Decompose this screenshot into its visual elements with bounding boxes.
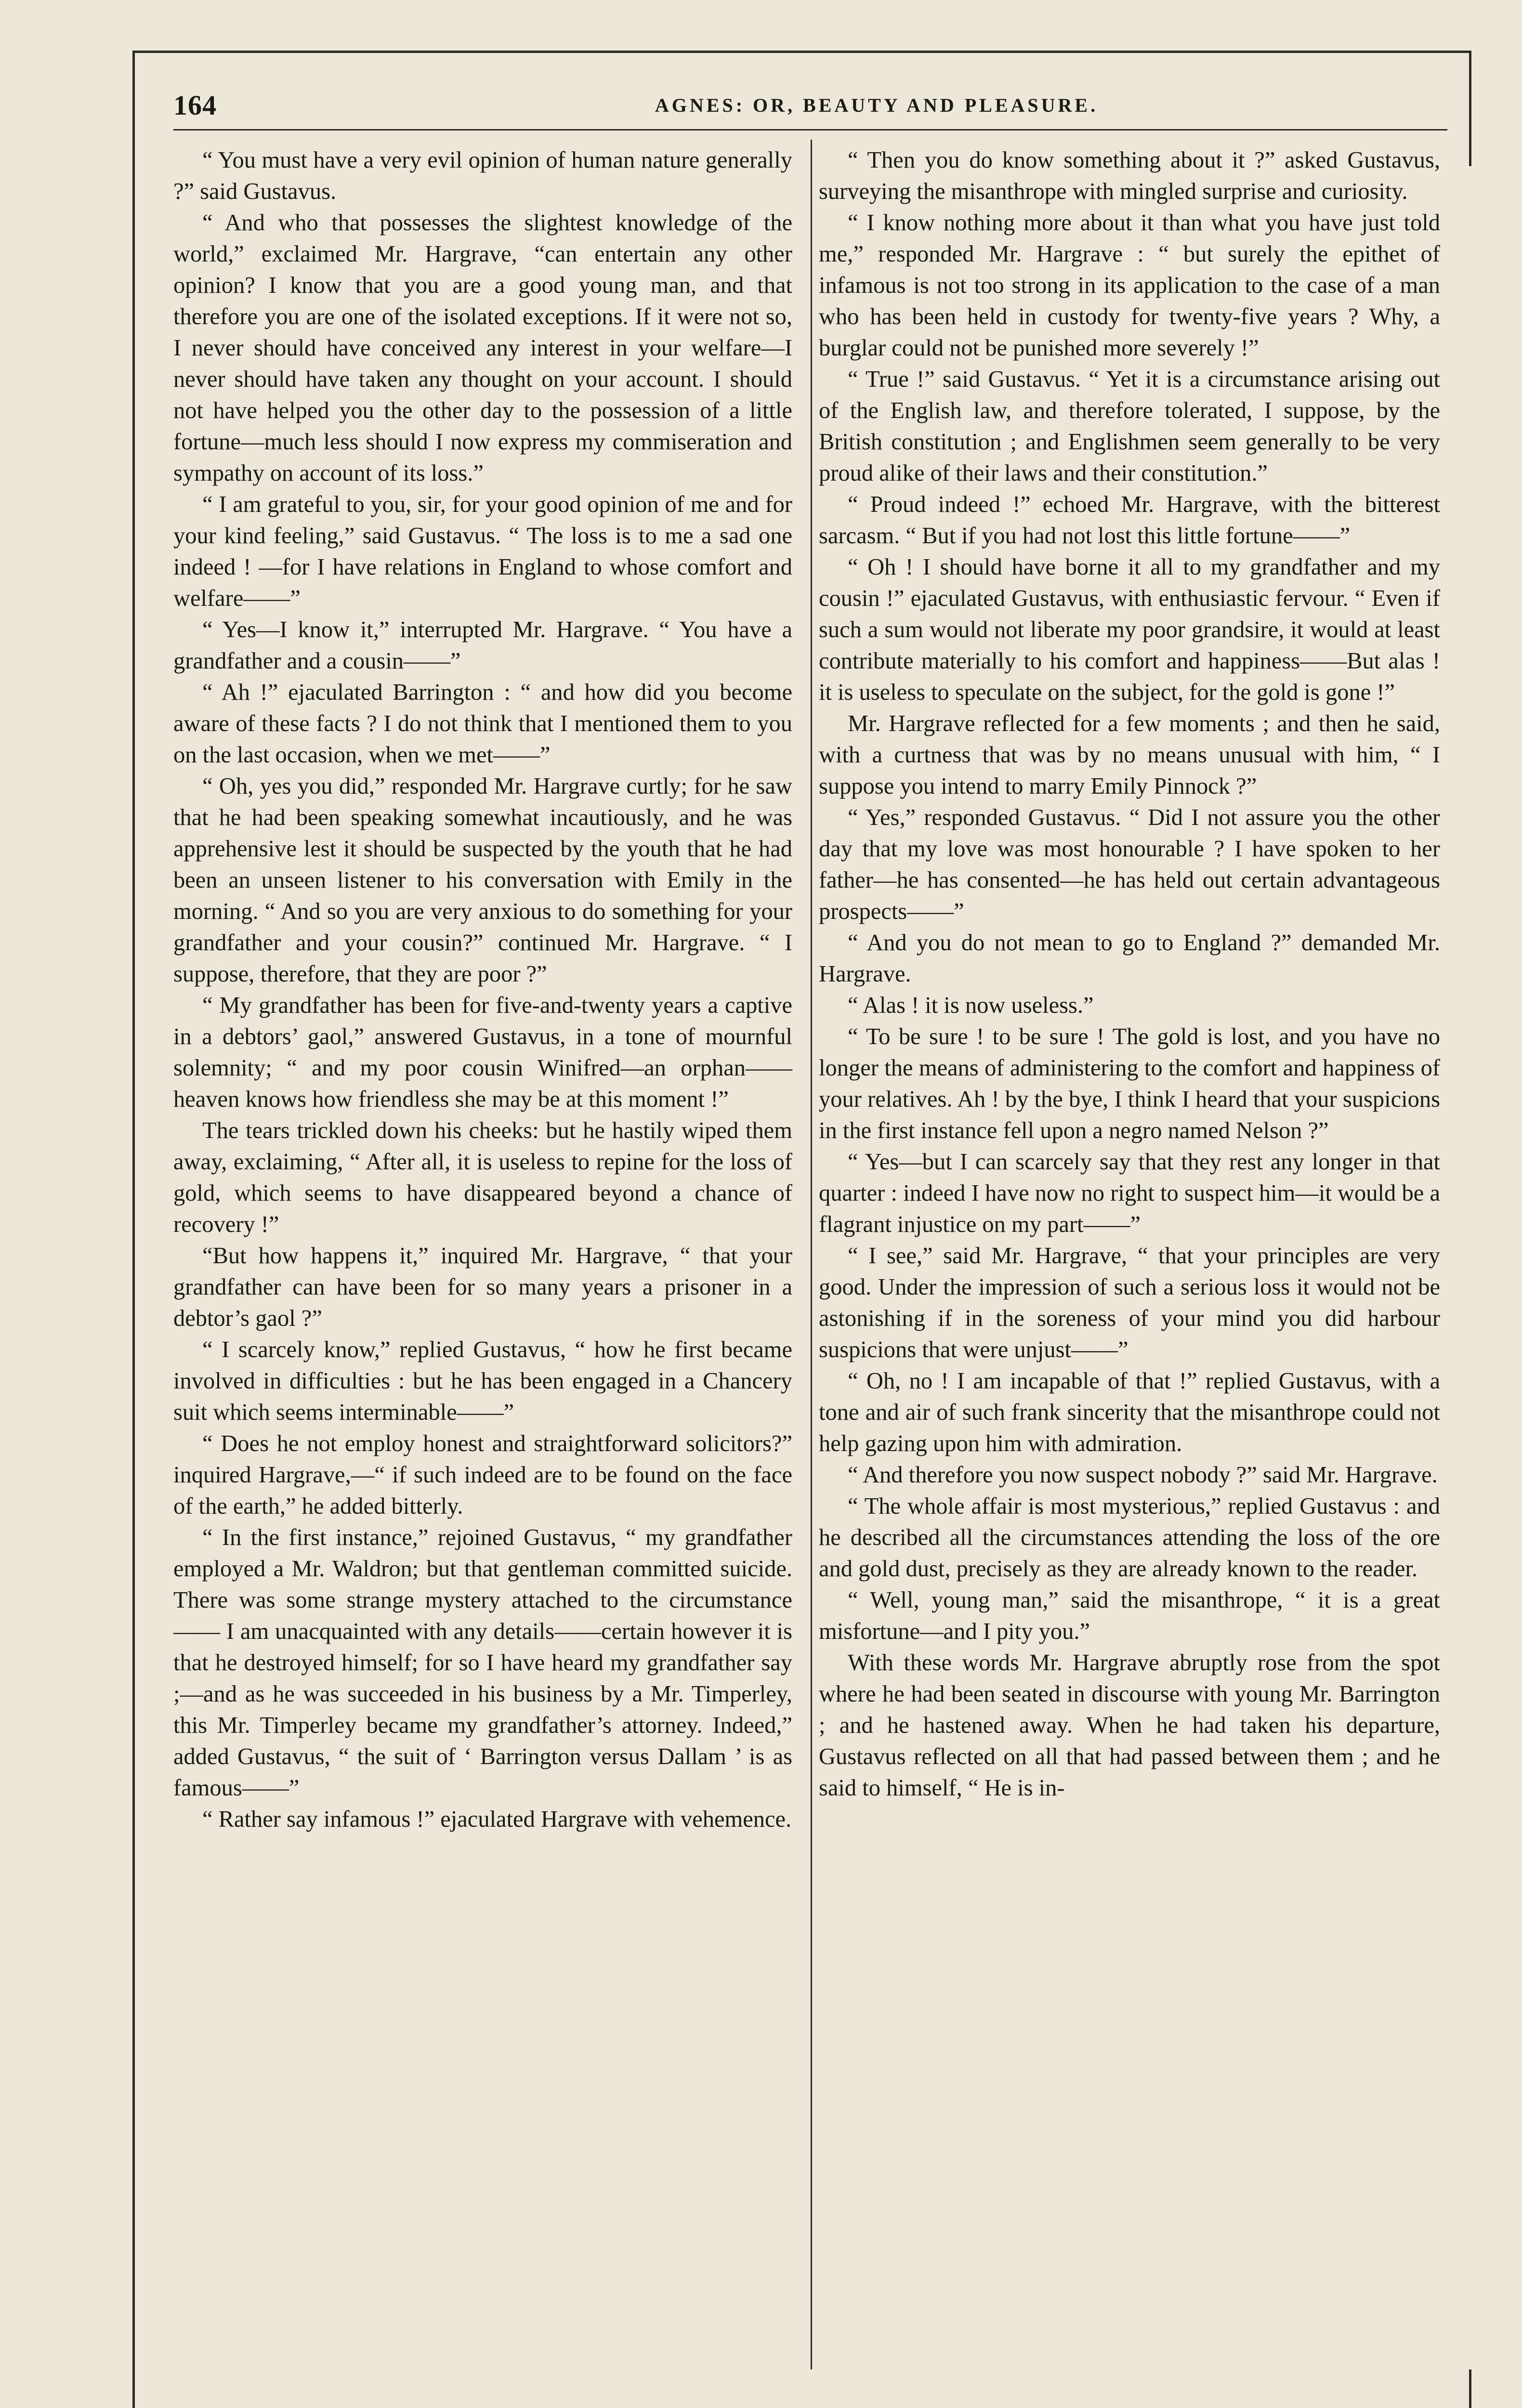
frame-left-rule [132,51,135,2408]
paragraph: “ To be sure ! to be sure ! The gold is lost, and you have no longer the means of administering to the comfort and happiness of your relatives. Ah ! by the bye, I think I heard that your suspicions in the first instance fell upon a negro named Nelson ?” [819,1024,1440,1143]
paragraph: “ Yes,” responded Gustavus. “ Did I not assure you the other day that my love was most honourable ? I have spoken to her father—he has consented—he has held out certain advantageous prospects——” [819,805,1440,924]
paragraph: The tears trickled down his cheeks: but he hastily wiped them away, exclaiming, “ After all, it is useless to repine for the loss of gold, which seems to have disappeared beyond a chance of recovery !” [173,1118,792,1237]
paragraph: “ Oh, yes you did,” responded Mr. Hargrave curtly; for he saw that he had been speaking somewhat incautiously, and he was apprehensive lest it should be suspected by the youth that he had been an unseen listener to his conversation with Emily in the morning. “ And so you are very anxious to do something for your grandfather and your cousin?” continued Mr. Hargrave. “ I suppose, therefore, that they are poor ?” [173,773,792,987]
paragraph: “ Alas ! it is now useless.” [848,993,1094,1018]
paragraph: “ I am grateful to you, sir, for your good opinion of me and for your kind feeling,” said Gustavus. “ The loss is to me a sad one indeed ! —for I have relations in England to whose comfort and welfare——” [173,492,792,611]
paragraph: “ In the first instance,” rejoined Gustavus, “ my grandfather employed a Mr. Waldron; but that gentleman committed suicide. There was some strange mystery attached to the circumstance—— I am unacquainted with any details——certain however it is that he destroyed himself; for so I have heard my grandfather say ;—and as he was succeeded in his business by a Mr. Timperley, this Mr. Timperley became my grandfather’s attorney. Indeed,” added Gustavus, “ the suit of ‘ Barrington versus Dallam ’ is as famous——” [173,1525,792,1801]
paragraph: “ Does he not employ honest and straightforward solicitors?” inquired Hargrave,—“ if such indeed are to be found on the face of the earth,” he added bitterly. [173,1431,792,1519]
frame-top-rule [132,51,1471,53]
paragraph: “ Yes—but I can scarcely say that they rest any longer in that quarter : indeed I have now no right to suspect him—it would be a flagrant injustice on my part——” [819,1149,1440,1237]
paragraph: “ Proud indeed !” echoed Mr. Hargrave, with the bitterest sarcasm. “ But if you had not lost this little fortune——” [819,492,1440,549]
frame-right-low-rule [1469,2369,1471,2408]
paragraph: “ Well, young man,” said the misanthrope, “ it is a great misfortune—and I pity you.” [819,1587,1440,1644]
paragraph: “ I know nothing more about it than what you have just told me,” responded Mr. Hargrave : “ but surely the epithet of infamous is not too strong in its application to the case of a man who has been held in custody for twenty-five years ? Why, a burglar could not be punished more severely !” [819,210,1440,361]
paragraph: “ I scarcely know,” replied Gustavus, “ how he first became involved in difficulties : but he has been engaged in a Chancery suit which seems interminable——” [173,1337,792,1425]
text-column-right [819,144,1440,1804]
paragraph: “ Then you do know something about it ?” asked Gustavus, surveying the misanthrope with mingled surprise and curiosity. [819,147,1440,204]
paragraph: “ And therefore you now suspect nobody ?” said Mr. Hargrave. [848,1462,1438,1488]
running-title: AGNES: OR, BEAUTY AND PLEASURE. [655,94,1099,116]
page-header [173,89,1445,128]
paragraph: “ Yes—I know it,” interrupted Mr. Hargrave. “ You have a grandfather and a cousin——” [173,617,792,674]
paragraph: “ Oh ! I should have borne it all to my grandfather and my cousin !” ejaculated Gustavus, with enthusiastic fervour. “ Even if such a sum would not liberate my poor grandsire, it would at least contribute materially to his comfort and happiness——But alas ! it is useless to speculate on the subject, for the gold is gone !” [819,554,1440,705]
page-number: 164 [173,90,217,121]
paragraph: “ My grandfather has been for five-and-twenty years a captive in a debtors’ gaol,” answered Gustavus, in a tone of mournful solemnity; “ and my poor cousin Winifred—an orphan——heaven knows how friendless she may be at this moment !” [173,993,792,1112]
paragraph: Mr. Hargrave reflected for a few moments ; and then he said, with a curtness that was by no means unusual with him, “ I suppose you intend to marry Emily Pinnock ?” [819,711,1440,799]
header-rule [173,129,1447,131]
paragraph: “ And who that possesses the slightest knowledge of the world,” exclaimed Mr. Hargrave, “can entertain any other opinion? I know that you are a good young man, and that therefore you are one of the isolated exceptions. If it were not so, I never should have conceived any interest in your welfare—I never should have taken any thought on your account. I should not have helped you the other day to the possession of a little fortune—much less should I now express my commiseration and sympathy on account of its loss.” [173,210,792,486]
paragraph: “But how happens it,” inquired Mr. Hargrave, “ that your grandfather can have been for so many years a prisoner in a debtor’s gaol ?” [173,1243,792,1331]
column-divider [811,140,812,2369]
paragraph: “ Oh, no ! I am incapable of that !” replied Gustavus, with a tone and air of such frank sincerity that the misanthrope could not help gazing upon him with admiration. [819,1368,1440,1456]
frame-right-rule [1469,51,1471,166]
paragraph: “ Rather say infamous !” ejaculated Hargrave with vehemence. [202,1806,792,1832]
paragraph: “ I see,” said Mr. Hargrave, “ that your principles are very good. Under the impression of such a serious loss it would not be astonishing if in the soreness of your mind you did harbour suspicions that were unjust——” [819,1243,1440,1362]
paragraph: “ You must have a very evil opinion of human nature generally ?” said Gustavus. [173,147,792,204]
paragraph: “ Ah !” ejaculated Barrington : “ and how did you become aware of these facts ? I do not think that I mentioned them to you on the last occasion, when we met——” [173,680,792,768]
paragraph: “ True !” said Gustavus. “ Yet it is a circumstance arising out of the English law, and therefore tolerated, I suppose, by the British constitution ; and Englishmen seem generally to be very proud alike of their laws and their constitution.” [819,366,1440,486]
paragraph: With these words Mr. Hargrave abruptly rose from the spot where he had been seated in discourse with young Mr. Barrington ; and he hastened away. When he had taken his departure, Gustavus reflected on all that had passed between them ; and he said to himself, “ He is in- [819,1650,1440,1801]
text-column-left [173,144,792,1835]
paragraph: “ And you do not mean to go to England ?” demanded Mr. Hargrave. [819,930,1440,987]
paragraph: “ The whole affair is most mysterious,” replied Gustavus : and he described all the circumstances attending the loss of the ore and gold dust, precisely as they are already known to the reader. [819,1493,1440,1582]
